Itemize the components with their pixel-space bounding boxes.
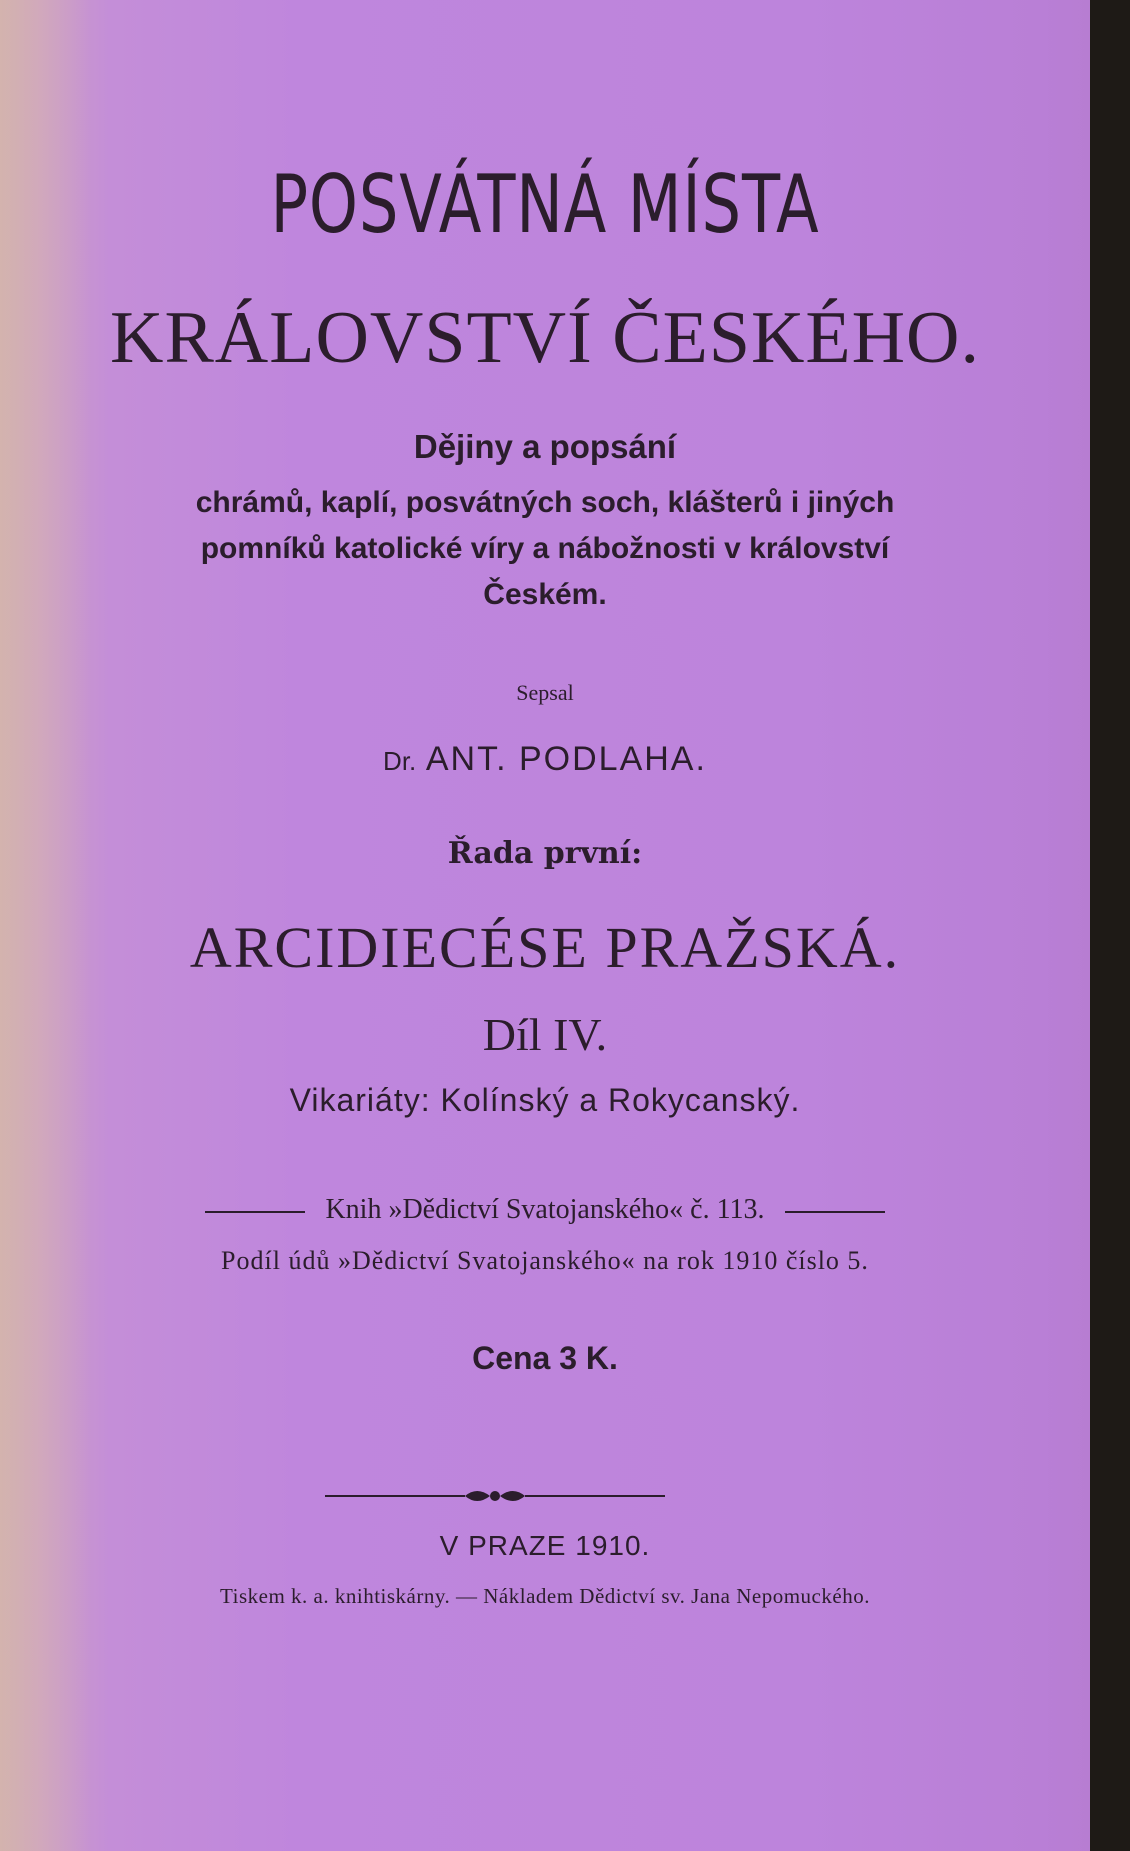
- share-line: Podíl údů »Dědictví Svatojanského« na rok 1910 číslo 5.: [221, 1246, 869, 1275]
- vicariates-line: Vikariáty: Kolínský a Rokycanský.: [289, 1082, 801, 1118]
- ornament-divider-icon: [325, 1484, 665, 1508]
- diocese-title: ARCIDIECÉSE PRAŽSKÁ.: [189, 915, 901, 980]
- author: [0, 740, 1090, 779]
- subtitle-line-3: pomníků katolické víry a nábožnosti v království: [200, 532, 890, 565]
- series-label: Řada první:: [447, 836, 643, 871]
- books-line: [0, 1194, 1090, 1226]
- imprint: Tiskem k. a. knihtiskárny. — Nákladem Dědictví sv. Jana Nepomuckého.: [220, 1584, 870, 1608]
- books-text: Knih »Dědictví Svatojanského« č. 113.: [325, 1194, 765, 1225]
- subtitle-line-2: chrámů, kaplí, posvátných soch, klášterů i jiných: [195, 486, 895, 519]
- price: Cena 3 K.: [472, 1340, 618, 1376]
- divider-right: [785, 1211, 885, 1213]
- title-line-2: KRÁLOVSTVÍ ČESKÉHO.: [110, 297, 980, 379]
- place-year: V PRAZE 1910.: [439, 1530, 651, 1561]
- divider-left: [205, 1211, 305, 1213]
- volume-label: Díl IV.: [482, 1009, 608, 1060]
- written-by-label: Sepsal: [516, 680, 574, 705]
- subtitle-line-4: Českém.: [483, 578, 607, 611]
- title-line-1: POSVÁTNÁ MÍSTA: [270, 158, 820, 251]
- subtitle-line-1: Dějiny a popsání: [413, 428, 677, 465]
- author-prefix: Dr.: [383, 746, 417, 776]
- author-name: ANT. PODLAHA.: [425, 740, 707, 778]
